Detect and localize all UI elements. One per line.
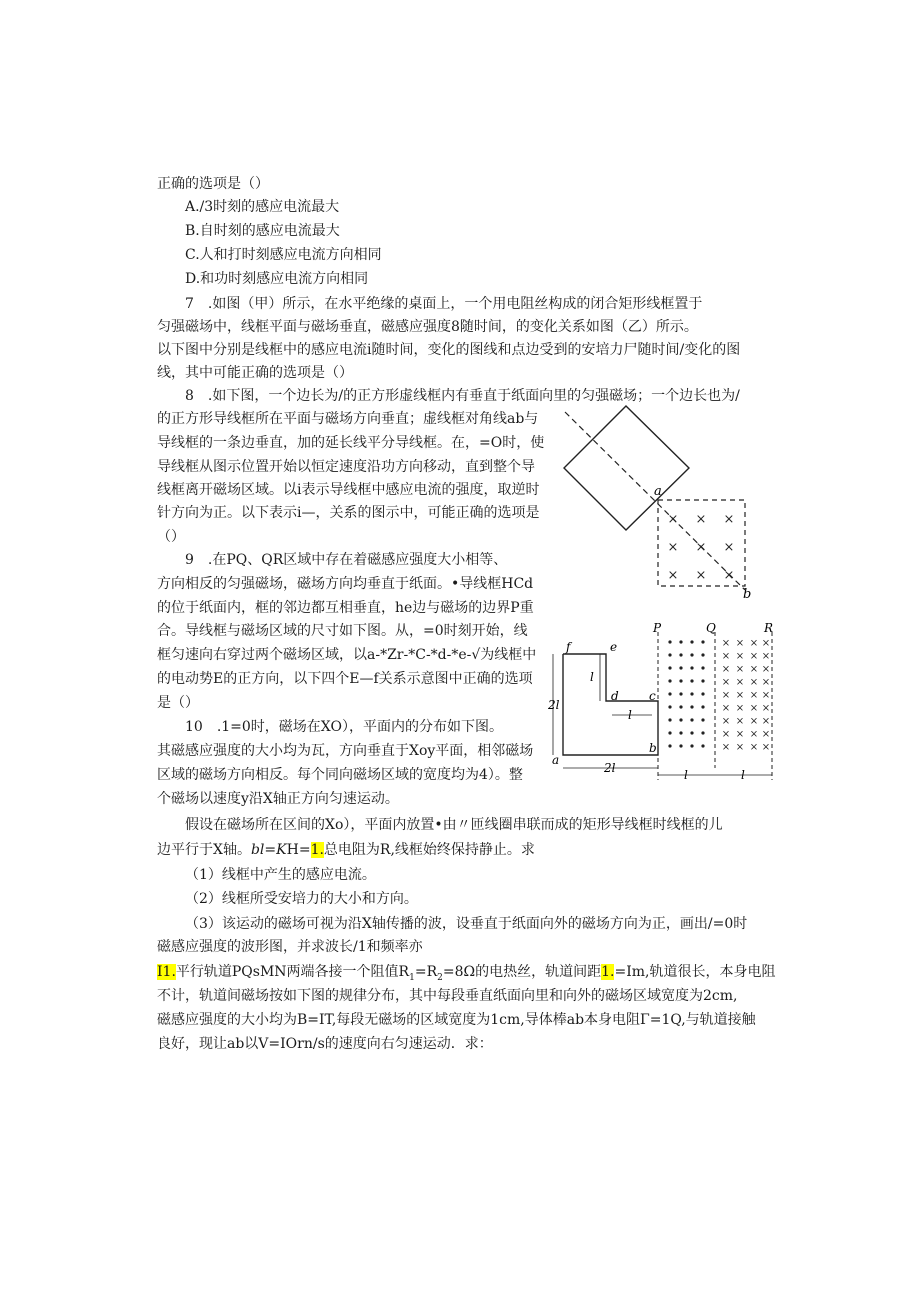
field-dot-symbol [668,653,671,656]
field-dot-symbol [690,705,693,708]
field-cross-symbol: × [735,638,745,649]
field-dot-symbol [668,705,671,708]
subscript: 2 [437,972,443,983]
text-line: 的位于纸面内，框的邻边都互相垂直，he边与磁场的边界P重 [157,600,534,616]
label-f: f [566,640,571,654]
field-cross-symbol: × [721,638,731,649]
field-dot-symbol [668,666,671,669]
label-2l-bottom: 2l [604,761,616,775]
field-cross-symbol: × [735,664,745,675]
field-cross-symbol: × [667,540,679,555]
text-line: 假设在磁场所在区间的Xo），平面内放置•由〃匝线圈串联而成的矩形导线框时线框的儿 [185,817,723,833]
field-cross-symbol: × [723,512,735,527]
text-segment: bl= [250,842,277,858]
field-cross-symbol: × [721,664,731,675]
label-l-notch: l [628,708,632,722]
field-dot-symbol [690,692,693,695]
label-2l-vertical: 2l [548,698,560,712]
field-cross-symbol: × [721,703,731,714]
field-dot-symbol [690,731,693,734]
field-dot-symbol [679,666,682,669]
label-R: R [764,621,774,635]
field-cross-symbol: × [749,742,759,753]
question-8: 8 .如下图，一个边长为/的正方形虚线框内有垂直于纸面向里的匀强磁场；一个边长也为/ [185,388,740,404]
field-cross-symbol: × [695,512,707,527]
field-cross-symbol: × [667,512,679,527]
text-line: 方向相反的匀强磁场，磁场方向均垂直于纸面。•导线框HCd [157,576,534,592]
label-d: d [611,689,619,703]
field-cross-symbol: × [735,690,745,701]
field-dot-symbol [701,666,704,669]
text-line: 磁感应强度的大小均为B=IT,每段无磁场的区域宽度为1cm,导体棒ab本身电阻Γ=1Q,与轨道接触 [157,1012,756,1028]
label-b: b [649,741,657,755]
text-line: 以下图中分别是线框中的感应电流i随时间，变化的图线和点边受到的安培力尸随时间/变化的图 [157,342,741,358]
field-cross-symbol: × [761,690,771,701]
text-line: 是（） [157,695,199,711]
text-line: 不计，轨道间磁场按如下图的规律分布，其中每段垂直纸面向里和向外的磁场区域宽度为2cm, [157,988,738,1004]
field-dot-symbol [668,640,671,643]
sub-question-3: （3）该运动的磁场可视为沿X轴传播的波，设垂直于纸面向外的磁场方向为正，画出/=0时 [185,916,748,932]
field-cross-symbol: × [667,568,679,583]
label-e: e [610,640,618,654]
field-dot-symbol [679,653,682,656]
field-dot-symbol [668,744,671,747]
field-cross-symbol: × [721,716,731,727]
text-line: 个磁场以速度y沿X轴正方向匀速运动。 [157,791,399,807]
text-line: 的正方形导线框所在平面与磁场方向垂直；虚线框对角线ab与 [157,411,539,427]
field-cross-symbol: × [723,540,735,555]
field-cross-symbol: × [761,716,771,727]
field-cross-symbol: × [749,703,759,714]
text-line: 的电动势E的正方向，以下四个E—f关系示意图中正确的选项 [157,671,533,687]
sub-question-2: （2）线框所受安培力的大小和方向。 [185,891,418,907]
text-segment: =8Ω的电热丝，轨道间距 [442,964,602,980]
field-dot-symbol [679,705,682,708]
field-dot-symbol [690,744,693,747]
field-dot-symbol [701,640,704,643]
field-dot-symbol [690,666,693,669]
sub-question-1: （1）线框中产生的感应电流。 [185,867,376,883]
field-dot-symbol [679,692,682,695]
field-cross-symbol: × [761,729,771,740]
field-dot-symbol [701,744,704,747]
question-9: 9 .在PQ、QR区域中存在着磁感应强度大小相等、 [185,552,508,568]
text-segment: 总电阻为R,线框始终保持静止。求 [323,842,535,858]
text-line: 框匀速向右穿过两个磁场区域，以a-*Zr-*C-*d-*e-√为线框中 [157,647,537,663]
option-a: A./3时刻的感应电流最大 [185,199,340,215]
field-cross-symbol: × [749,638,759,649]
field-cross-symbol: × [721,742,731,753]
text-segment: 平行轨道PQsMN两端各接一个阻值R [175,964,410,980]
field-dot-symbol [701,718,704,721]
field-cross-symbol: × [749,729,759,740]
field-cross-symbol: × [723,568,735,583]
text-segment: =Im,轨道很长，本身电阻 [614,964,776,980]
field-dot-symbol [679,718,682,721]
field-cross-symbol: × [695,568,707,583]
field-dot-symbol [668,731,671,734]
label-b: b [743,587,752,600]
field-dot-symbol [701,653,704,656]
field-cross-symbol: × [761,664,771,675]
field-dot-symbol [701,731,704,734]
field-cross-symbol: × [735,742,745,753]
option-d: D.和功时刻感应电流方向相同 [185,271,369,287]
field-cross-symbol: × [749,716,759,727]
subscript: 1 [409,972,415,983]
field-cross-symbol: × [749,677,759,688]
text-line [157,841,535,859]
field-dot-symbol [679,679,682,682]
field-cross-symbol: × [735,677,745,688]
field-cross-symbol: × [761,638,771,649]
label-Q: Q [706,621,716,635]
field-cross-symbol: × [749,651,759,662]
label-l-bottom-2: l [741,768,745,782]
text-line: 区域的磁场方向相反。每个同向磁场区域的宽度均为4）。整 [157,767,523,783]
field-dot-symbol [679,744,682,747]
text-line: 磁感应强度的波形图，并求波长/1和频率亦 [157,939,423,955]
text-line: 线框离开磁场区域。以i表示导线框中感应电流的强度，取逆时 [157,482,540,498]
text-segment: H= [286,842,311,858]
field-dot-symbol [690,640,693,643]
field-cross-symbol: × [761,651,771,662]
highlight-mark: I1. [157,964,176,980]
highlight-mark: 1. [310,842,324,858]
text-line: 良好，现让ab以V=IOrn/s的速度向右匀速运动．求： [157,1036,493,1052]
field-cross-symbol: × [761,703,771,714]
field-cross-symbol: × [749,690,759,701]
field-dot-symbol [679,640,682,643]
text-line: 导线框从图示位置开始以恒定速度沿功方向移动，直到整个导 [157,459,535,475]
text-segment: =R [414,964,438,980]
text-line: 针方向为正。以下表示i—，关系的图示中，可能正确的选项是 [157,505,540,521]
text-line: （） [157,529,185,545]
label-a: a [654,484,662,499]
field-dot-symbol [668,718,671,721]
field-dot-symbol [690,653,693,656]
wire-frame [563,654,658,755]
field-cross-symbol: × [735,651,745,662]
field-dot-symbol [690,679,693,682]
text-segment: 边平行于X轴。 [157,842,251,858]
figure-q8-diagram [555,400,755,600]
label-a: a [552,753,560,767]
field-cross-symbol: × [721,690,731,701]
field-dot-symbol [701,692,704,695]
field-cross-symbol: × [761,742,771,753]
field-cross-symbol: × [749,664,759,675]
question-10: 10 .1=0时，磁场在XO），平面内的分布如下图。 [185,719,504,735]
field-dot-symbol [701,705,704,708]
text-line: 线，其中可能正确的选项是（） [157,365,353,381]
label-l-bottom-1: l [684,768,688,782]
field-cross-symbol: × [761,677,771,688]
field-cross-symbol: × [721,729,731,740]
field-dot-symbol [701,679,704,682]
text-line: 其磁感应强度的大小均为瓦，方向垂直于Xoy平面，相邻磁场 [157,743,534,759]
label-l-vertical: l [590,670,594,684]
option-c: C.人和打时刻感应电流方向相同 [185,247,382,263]
label-P: P [653,621,662,635]
text-line: 正确的选项是（） [157,176,269,192]
field-dot-symbol [690,718,693,721]
text-line: 匀强磁场中，线框平面与磁场垂直，磁感应强度8随时间，的变化关系如图（乙）所示。 [157,319,698,335]
field-cross-symbol: × [721,677,731,688]
option-b: B.自时刻的感应电流最大 [185,223,340,239]
field-cross-symbol: × [735,729,745,740]
field-dot-symbol [668,679,671,682]
label-c: c [649,689,656,703]
question-7: 7 .如图（甲）所示，在水平绝缘的桌面上，一个用电阻丝构成的闭合矩形线框置于 [185,296,703,312]
highlight-mark: 1. [601,964,615,980]
text-line: 导线框的一条边垂直，加的延长线平分导线框。在，=O时，使 [157,435,545,451]
field-cross-symbol: × [695,540,707,555]
text-line: 合。导线框与磁场区域的尺寸如下图。从，=0时刻开始，线 [157,623,528,639]
figure-q9-diagram [548,620,783,785]
field-dot-symbol [668,692,671,695]
question-11 [157,963,775,987]
field-dot-symbol [679,731,682,734]
text-segment: K [276,842,287,858]
field-cross-symbol: × [721,651,731,662]
field-cross-symbol: × [735,716,745,727]
field-cross-symbol: × [735,703,745,714]
